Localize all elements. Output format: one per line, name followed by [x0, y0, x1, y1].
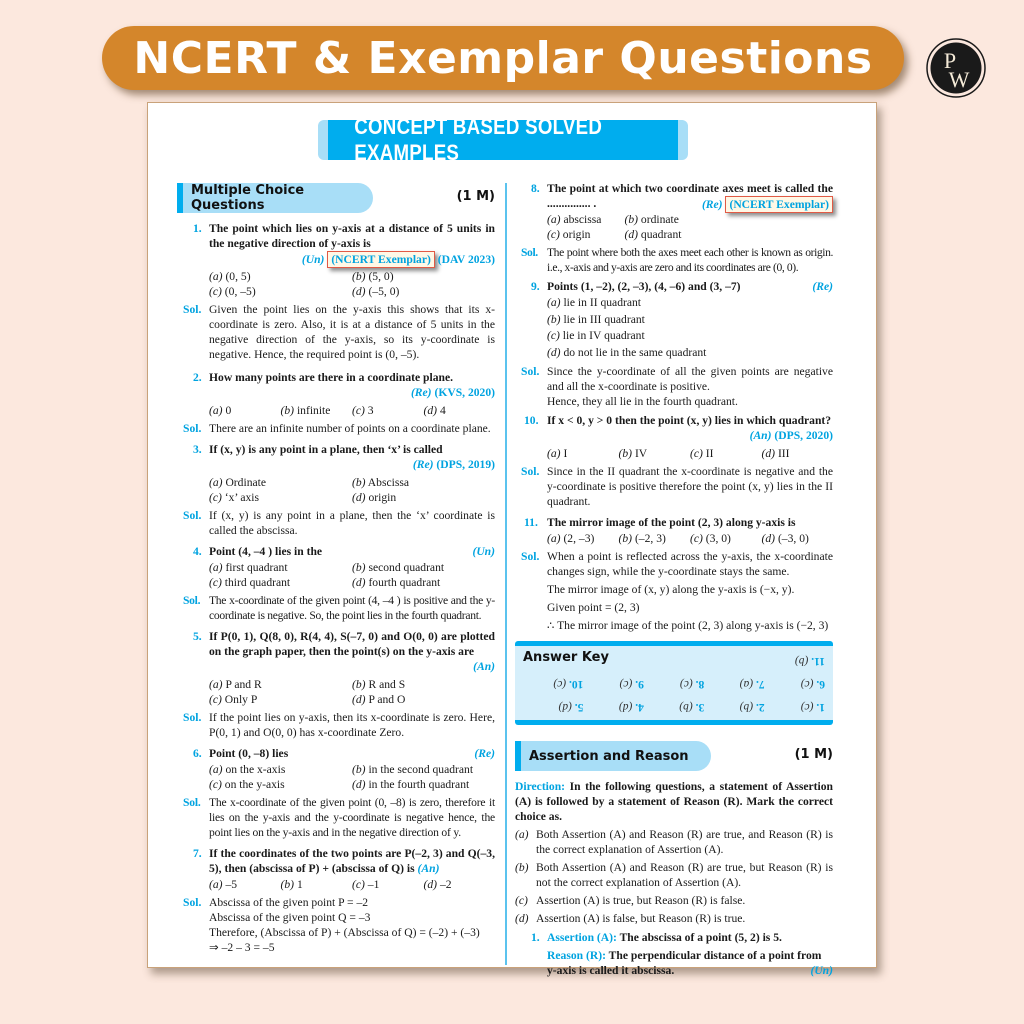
solution: Sol. If (x, y) is any point in a plane, then the ‘x’ coordinate is called the abscissa.: [183, 509, 495, 537]
ar-option-c: (c) Assertion (A) is true, but Reason (R) is false.: [515, 894, 746, 907]
options: (a) abscissa (b) ordinate (c) origin (d) quadrant: [547, 213, 682, 241]
options: (a) (0, 5) (b) (5, 0) (c) (0, –5) (d) (–5, 0): [209, 270, 400, 298]
pw-logo-icon: [926, 38, 986, 98]
options: (a) 0 (b) infinite (c) 3 (d) 4: [209, 404, 446, 417]
question-10: 10. If x < 0, y > 0 then the point (x, y) lies in which quadrant? (An) (DPS, 2020): [524, 414, 833, 442]
exemplar-badge: (NCERT Exemplar): [327, 251, 435, 268]
solution: Sol. If the point lies on y-axis, then its x-coordinate is zero. Here, P(0, 1) and O(0, 0) has x-coordinate Zero.: [183, 711, 495, 739]
solution: Sol. The x-coordinate of the given point (4, –4 ) is positive and the y-coordinate is negative. So, the point lies in the fourth quadrant.: [183, 594, 495, 622]
ar-section-title: Assertion and Reason: [515, 741, 711, 771]
concept-banner: [318, 114, 688, 165]
question-tags: (Un) (NCERT Exemplar) (DAV 2023): [301, 253, 495, 266]
svg-text:P: P: [943, 48, 957, 73]
question-1: 1. The point which lies on y-axis at a distance of 5 units in the negative direction of y-axis is (Un) (NCERT Exemplar) (DAV 2023): [193, 222, 495, 266]
options: (a) –5 (b) 1 (c) –1 (d) –2: [209, 878, 452, 891]
question-9: 9. Points (1, –2), (2, –3), (4, –6) and (3, –7) (Re): [531, 280, 833, 293]
options: (a) lie in II quadrant (b) lie in III quadrant (c) lie in IV quadrant (d) do not lie in the same quadrant: [547, 296, 707, 359]
question-5: 5. If P(0, 1), Q(8, 0), R(4, 4), S(–7, 0) and O(0, 0) are plotted on the graph paper, then the point(s) on the y-axis are (An): [193, 630, 495, 673]
ar-option-d: (d) Assertion (A) is false, but Reason (R) is true.: [515, 912, 746, 925]
question-11: 11. The mirror image of the point (2, 3) along y-axis is: [524, 516, 796, 529]
solution: Sol. There are an infinite number of points on a coordinate plane.: [183, 422, 491, 435]
question-8: 8. The point at which two coordinate axes meet is called the ............... . (Re) (NCERT Exemplar): [531, 182, 833, 211]
mcq-section-title: Multiple Choice Questions: [177, 183, 373, 213]
options: (a) P and R (b) R and S (c) Only P (d) P and O: [209, 678, 406, 706]
question-4: 4. Point (4, –4 ) lies in the (Un): [193, 545, 495, 558]
direction-text: Direction: In the following questions, a statement of Assertion (A) is followed by a statement of Reason (R). Mark the correct choice as.: [515, 780, 833, 823]
column-divider: [505, 183, 507, 965]
question-3: 3. If (x, y) is any point in a plane, then ‘x’ is called (Re) (DPS, 2019): [193, 443, 495, 471]
ar-section-marks: (1 M): [794, 747, 833, 762]
solution: Sol. The x-coordinate of the given point (0, –8) is zero, therefore it lies on the y-axis and the y-coordinate is negative hence, the point lies on the y-axis and in the negative direction of y.: [183, 796, 495, 839]
left-column: [177, 183, 495, 955]
ar-section-header: [515, 741, 833, 771]
ar-question-1: 1. Assertion (A): The abscissa of a point (5, 2) is 5. Reason (R): The perpendicular distance of a point from y-axis is called it abscissa. (Un): [531, 931, 833, 977]
page-title: NCERT & Exemplar Questions: [133, 32, 873, 84]
solution: Sol. Abscissa of the given point P = –2 Abscissa of the given point Q = –3 Therefore, (Abscissa of P) + (Abscissa of Q) = (–2) + (–3) ⇒ –2 – 3 = –5: [183, 896, 480, 954]
exemplar-badge: (NCERT Exemplar): [725, 196, 833, 213]
options: (a) I (b) IV (c) II (d) III: [547, 447, 790, 460]
solution: Sol. Since in the II quadrant the x-coordinate is negative and the y-coordinate is positive therefore the point (x, y) lies in the II quadrant.: [521, 465, 833, 508]
ar-option-b: (b) Both Assertion (A) and Reason (R) are true, but Reason (R) is not the correct explanation of Assertion (A).: [515, 861, 833, 889]
document-page: [147, 102, 877, 977]
header-banner: [102, 26, 904, 90]
answer-key-body-upside-down: 1. (c) 2. (b) 3. (b) 4. (d) 5. (d) 6. (c) 7. (a) 8. (c) 9. (c) 10. (c) 11. (b): [553, 655, 825, 713]
question-7: 7. If the coordinates of the two points are P(–2, 3) and Q(–3, 5), then (abscissa of P) + (abscissa of Q) is (An): [193, 847, 495, 875]
options: (a) on the x-axis (b) in the second quadrant (c) on the y-axis (d) in the fourth quadrant: [209, 763, 474, 791]
mcq-section-marks: (1 M): [456, 189, 495, 204]
solution: Sol. The point where both the axes meet each other is known as origin. i.e., x-axis and y-axis are zero and its coordinates are (0, 0).: [521, 246, 833, 274]
solution: Sol. Given the point lies on the y-axis this shows that its x-coordinate is zero. Also, it is at a distance of 5 units in the negative direction of the y-axis, so its y-coordinate is negative. Hence, the required point is (0, –5).: [183, 303, 495, 361]
answer-key: [515, 641, 833, 725]
svg-text:W: W: [948, 67, 970, 92]
options: (a) (2, –3) (b) (–2, 3) (c) (3, 0) (d) (–3, 0): [547, 532, 809, 545]
right-column: [515, 181, 833, 978]
options: (a) Ordinate (b) Abscissa (c) ‘x’ axis (d) origin: [209, 476, 410, 504]
solution: Sol. When a point is reflected across the y-axis, the x-coordinate changes sign, while the y-coordinate stays the same. The mirror image of (x, y) along the y-axis is (−x, y). Given point = (2, 3) ∴ The mirror image of the point (2, 3) along y-axis is (−2, 3): [521, 550, 833, 632]
options: (a) first quadrant (b) second quadrant (c) third quadrant (d) fourth quadrant: [209, 561, 445, 589]
assertion-reason-section: [515, 741, 833, 978]
answer-key-title: Answer Key: [523, 650, 609, 665]
question-6: 6. Point (0, –8) lies (Re): [193, 747, 495, 760]
solution: Sol. Since the y-coordinate of all the given points are negative and all the x-coordinate is positive. Hence, they all lie in the fourth quadrant.: [521, 365, 833, 408]
question-2: 2. How many points are there in a coordinate plane. (Re) (KVS, 2020): [193, 371, 495, 399]
concept-banner-title: CONCEPT BASED SOLVED EXAMPLES: [354, 114, 603, 165]
mcq-section-header: [177, 183, 495, 213]
ar-option-a: (a) Both Assertion (A) and Reason (R) are true, and Reason (R) is the correct explanation of Assertion (A).: [515, 828, 833, 856]
